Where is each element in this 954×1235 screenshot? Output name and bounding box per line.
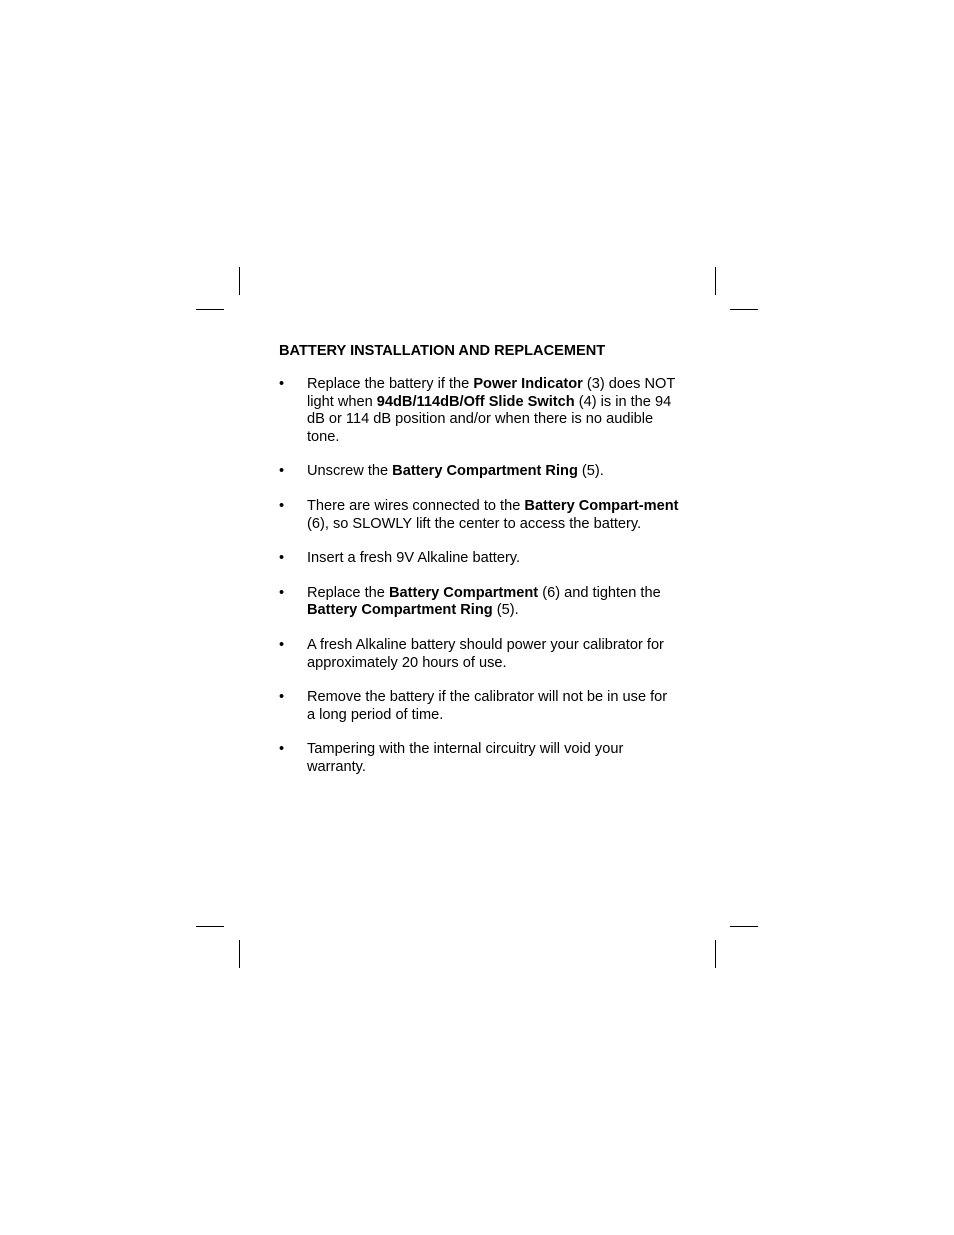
text-run: There are wires connected to the <box>307 497 525 514</box>
list-item <box>279 637 679 672</box>
crop-mark-bottom-left-horizontal <box>196 926 224 927</box>
list-item-text <box>307 498 678 532</box>
text-run: (6), so SLOWLY lift the center to access the battery. <box>307 515 642 532</box>
crop-mark-bottom-left-vertical <box>239 940 240 968</box>
text-run: (4) is in the 94 dB or 114 dB position and/or when there is no audible tone. <box>307 393 672 445</box>
list-item <box>279 463 679 481</box>
bullet-icon: • <box>279 689 285 706</box>
crop-mark-top-left-horizontal <box>196 309 224 310</box>
bold-term: Battery Compart-ment <box>524 497 679 514</box>
bold-term: Battery Compartment <box>388 584 539 601</box>
list-item-text <box>307 585 661 619</box>
crop-mark-top-right-vertical <box>715 267 716 295</box>
text-run: Remove the battery if the calibrator will not be in use for a long period of time. <box>307 689 668 723</box>
list-item <box>279 689 679 724</box>
bold-term: Power Indicator <box>473 376 583 392</box>
crop-mark-top-left-vertical <box>239 267 240 295</box>
list-item <box>279 376 679 446</box>
battery-section <box>279 342 679 794</box>
bullet-icon: • <box>279 376 285 392</box>
text-run: A fresh Alkaline battery should power your calibrator for approximately 20 hours of use. <box>307 636 664 671</box>
bullet-icon: • <box>279 463 285 480</box>
list-item <box>279 741 679 776</box>
text-run: Unscrew the <box>307 463 393 480</box>
list-item <box>279 498 679 533</box>
bullet-icon: • <box>279 550 285 567</box>
bold-term: Battery Compartment Ring <box>392 463 578 480</box>
text-run: Tampering with the internal circuitry will void your warranty. <box>307 741 624 775</box>
list-item-text <box>307 376 675 445</box>
bullet-icon: • <box>279 636 285 653</box>
bullet-icon: • <box>279 741 285 758</box>
list-item <box>279 550 679 568</box>
instruction-list <box>279 376 679 777</box>
list-item-text <box>307 637 664 671</box>
list-item <box>279 585 679 620</box>
crop-mark-bottom-right-horizontal <box>730 926 758 927</box>
list-item-text <box>307 550 520 566</box>
bullet-icon: • <box>279 497 285 514</box>
bold-term: 94dB/114dB/Off Slide Switch <box>376 393 575 410</box>
text-run: (6) and tighten the <box>538 584 661 601</box>
list-item-text <box>307 741 623 775</box>
text-run: Insert a fresh 9V Alkaline battery. <box>307 550 521 567</box>
bold-term: Battery Compartment Ring <box>307 602 493 619</box>
section-heading: BATTERY INSTALLATION AND REPLACEMENT <box>279 343 606 359</box>
text-run: (5). <box>577 463 604 480</box>
crop-mark-top-right-horizontal <box>730 309 758 310</box>
crop-mark-bottom-right-vertical <box>715 940 716 968</box>
text-run: (5). <box>492 602 519 619</box>
list-item-text <box>307 689 667 723</box>
bullet-icon: • <box>279 584 285 601</box>
list-item-text <box>307 463 604 479</box>
text-run: Replace the <box>307 584 389 601</box>
text-run: (3) does NOT light when <box>307 376 675 410</box>
text-run: Replace the battery if the <box>307 376 474 392</box>
